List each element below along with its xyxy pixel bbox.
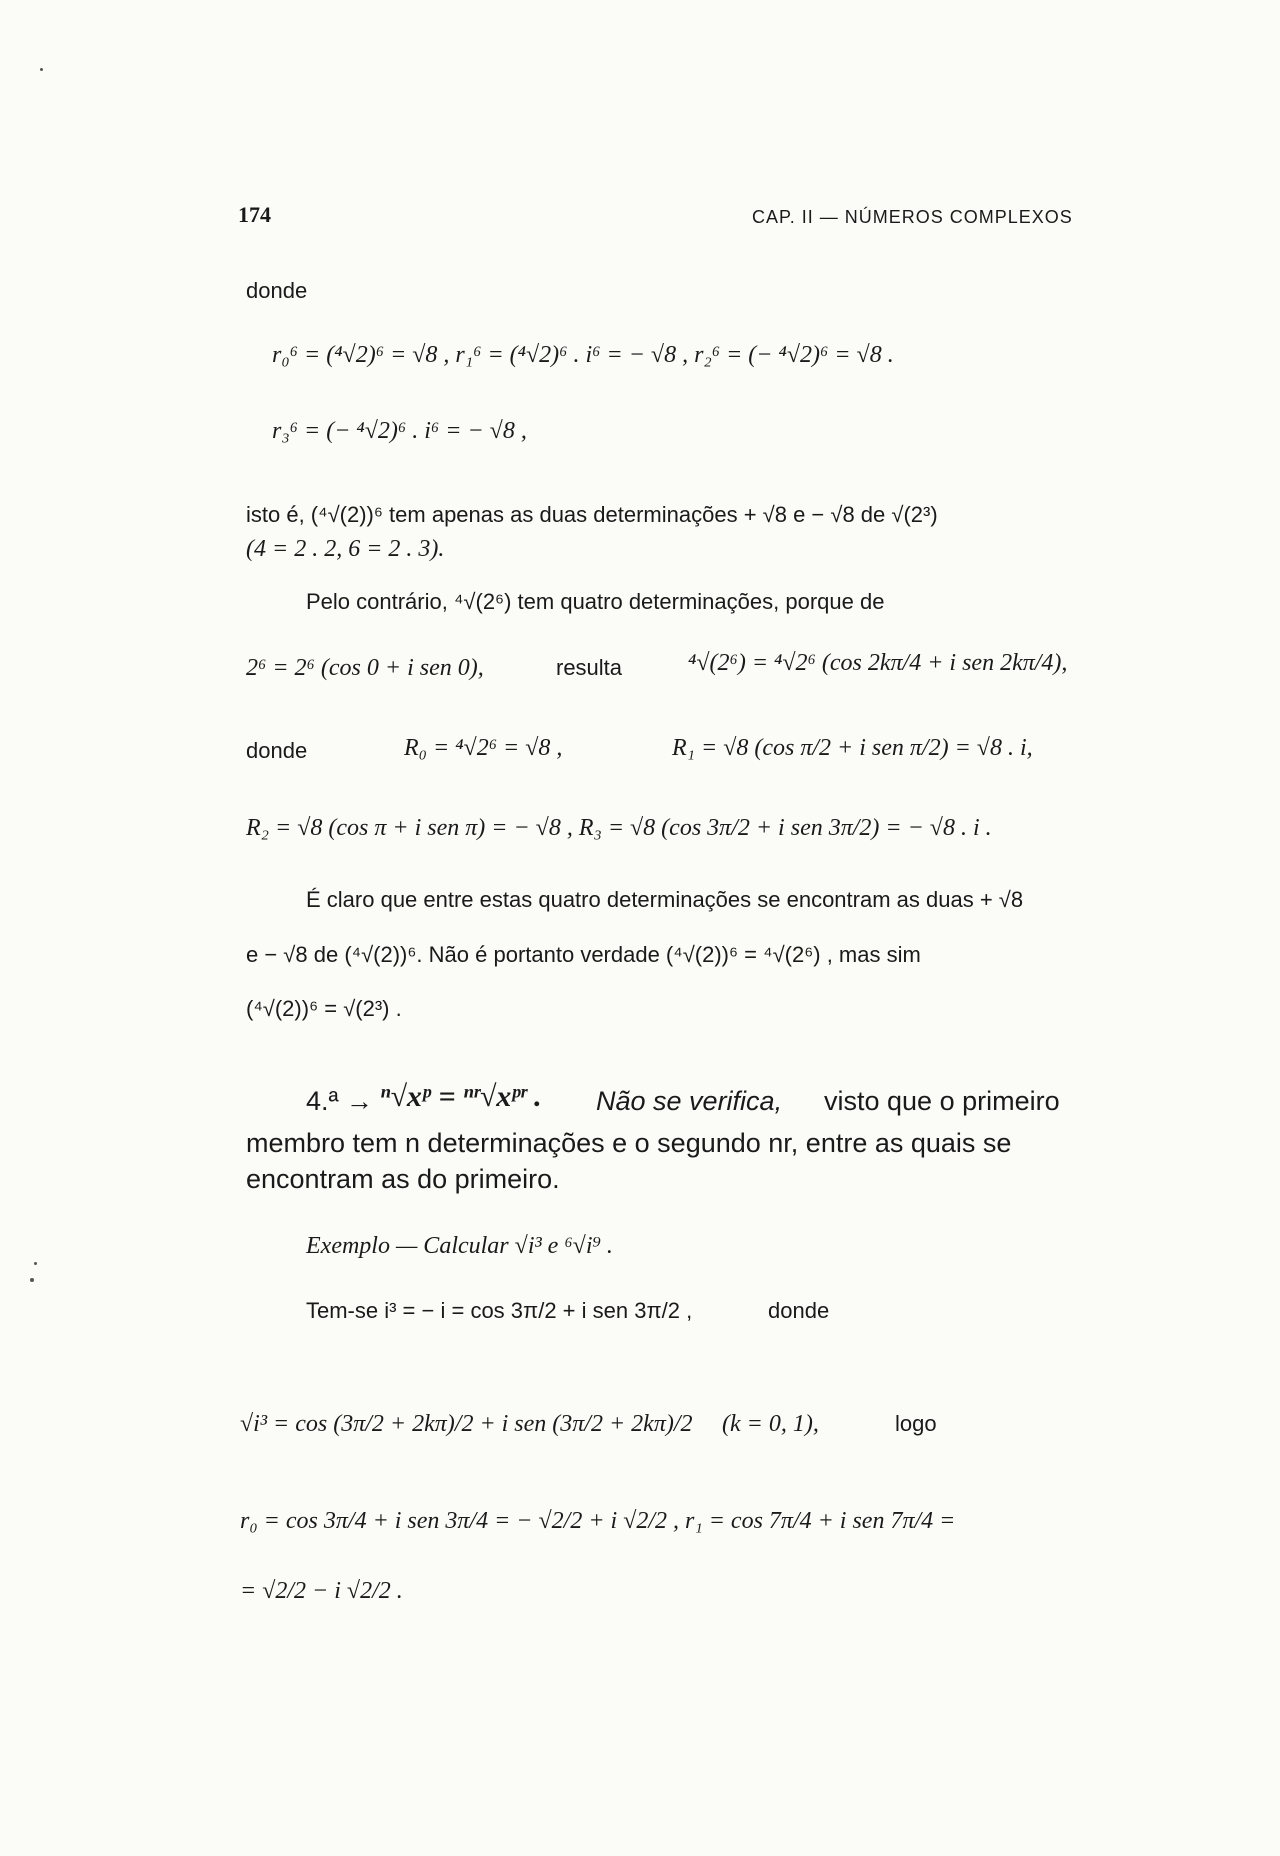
- text-line: isto é, (⁴√(2))⁶ tem apenas as duas determinações + √8 e − √8 de √(2³): [246, 502, 938, 527]
- text-line: logo: [895, 1411, 937, 1436]
- text-line: visto que o primeiro: [824, 1086, 1060, 1116]
- equation-line: √i³ = cos (3π/2 + 2kπ)/2 + i sen (3π/2 + 2kπ)/2: [240, 1411, 693, 1437]
- scan-speck: [34, 1262, 37, 1265]
- equation-line: r₀ = cos 3π/4 + i sen 3π/4 = − √2/2 + i √2/2 , r₁ = cos 7π/4 + i sen 7π/4 =: [240, 1508, 956, 1534]
- text-line: donde: [246, 278, 308, 303]
- rule-number: 4.ª →: [306, 1086, 374, 1116]
- equation-line: (k = 0, 1),: [722, 1411, 819, 1437]
- text-line: donde: [246, 738, 308, 763]
- equation-line: R₀ = ⁴√2⁶ = √8 ,: [404, 735, 563, 761]
- equation-line: (4 = 2 . 2, 6 = 2 . 3).: [246, 536, 445, 562]
- equation-line: = √2/2 − i √2/2 .: [240, 1578, 403, 1604]
- text-line: donde: [768, 1298, 830, 1323]
- text-line: e − √8 de (⁴√(2))⁶. Não é portanto verdade (⁴√(2))⁶ = ⁴√(2⁶) , mas sim: [246, 942, 921, 967]
- text-line: É claro que entre estas quatro determinações se encontram as duas + √8: [306, 887, 1024, 912]
- page-number: 174: [238, 202, 271, 227]
- scan-speck: [30, 1278, 34, 1282]
- equation-line: Tem-se i³ = − i = cos 3π/2 + i sen 3π/2 ,: [306, 1298, 693, 1323]
- text-line: resulta: [556, 655, 623, 680]
- text-line: encontram as do primeiro.: [246, 1164, 560, 1194]
- example-heading: Exemplo — Calcular √i³ e ⁶√i⁹ .: [306, 1233, 613, 1259]
- equation-line: R₁ = √8 (cos π/2 + i sen π/2) = √8 . i,: [672, 735, 1033, 761]
- equation-line: ⁴√(2⁶) = ⁴√2⁶ (cos 2kπ/4 + i sen 2kπ/4),: [688, 650, 1068, 676]
- equation-line: r₀⁶ = (⁴√2)⁶ = √8 , r₁⁶ = (⁴√2)⁶ . i⁶ = − √8 , r₂⁶ = (− ⁴√2)⁶ = √8 .: [272, 342, 894, 368]
- chapter-heading: CAP. II — NÚMEROS COMPLEXOS: [752, 207, 1073, 227]
- text-line: (⁴√(2))⁶ = √(2³) .: [246, 996, 402, 1021]
- equation-line: r₃⁶ = (− ⁴√2)⁶ . i⁶ = − √8 ,: [272, 418, 527, 444]
- equation-line: ⁿ√xᵖ = ⁿʳ√xᵖʳ .: [380, 1080, 542, 1113]
- text-line: Pelo contrário, ⁴√(2⁶) tem quatro determinações, porque de: [306, 589, 885, 614]
- equation-line: R₂ = √8 (cos π + i sen π) = − √8 , R₃ = √8 (cos 3π/2 + i sen 3π/2) = − √8 . i .: [246, 815, 992, 841]
- equation-line: 2⁶ = 2⁶ (cos 0 + i sen 0),: [246, 655, 484, 681]
- emphasis-text: Não se verifica,: [596, 1086, 783, 1116]
- text-line: membro tem n determinações e o segundo nr, entre as quais se: [246, 1128, 1012, 1158]
- scan-speck: [40, 68, 43, 71]
